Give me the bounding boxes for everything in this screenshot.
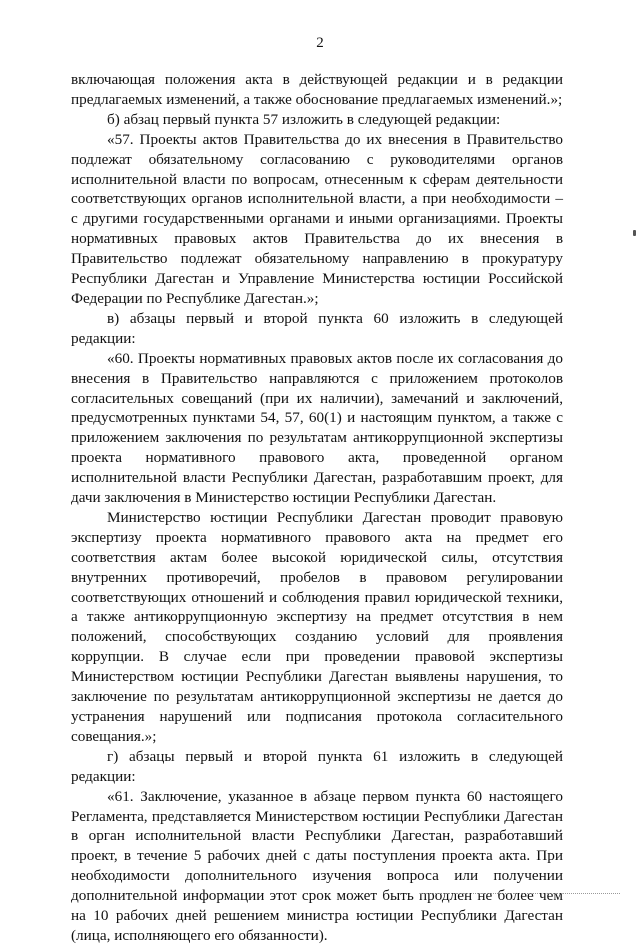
scan-artifact-dots xyxy=(420,893,620,896)
paragraph-continuation: включающая положения акта в действующей редакции и в редакции предлагаемых изменений, а также обоснование предлагаемых изменений.»; xyxy=(71,71,563,108)
paragraph-item-v: в) абзацы первый и второй пункта 60 изложить в следующей редакции: xyxy=(71,309,563,347)
paragraph-minjust-expertise: Министерство юстиции Республики Дагестан проводит правовую экспертизу проекта нормативного правового акта на предмет его соответствия актам более высокой юридической силы, отсутствия внутренних противоречий, пробелов в правовом регулировании соответствующих отношений и соблюдения правил юридической техники, а также антикоррупционную экспертизу на предмет отсутствия в нем положений, способствующих созданию условий для проявления коррупции. В случае если при проведении правовой экспертизы Министерством юстиции Республики Дагестан выявлены нарушения, то заключение по результатам антикоррупционной экспертизы не дается до устранения нарушений или подписания протокола согласительного совещания.»; xyxy=(71,508,563,745)
paragraph-clause-60: «60. Проекты нормативных правовых актов после их согласования до внесения в Правительство направляются с приложением протоколов согласительных совещаний (при их наличии), замечаний и заключений, предусмотренных пунктами 54, 57, 60(1) и настоящим пунктом, а также с приложением заключения по результатам антикоррупционной экспертизы проекта нормативного правового акта, проведенной органом исполнительной власти Республики Дагестан, разработавшим проект, для дачи заключения в Министерство юстиции Республики Дагестан. xyxy=(71,349,563,507)
page-number: 2 xyxy=(316,35,324,51)
paragraph-clause-57: «57. Проекты актов Правительства до их внесения в Правительство подлежат обязательному согласованию с руководителями органов исполнительной власти по вопросам, отнесенным к сферам деятельности соответствующих органов исполнительной власти, а при необходимости – с другими государственными органами и иными организациями. Проекты нормативных правовых актов Правительства до их внесения в Правительство подлежат обязательному направлению в прокуратуру Республики Дагестан и Управление Министерства юстиции Российской Федерации по Республике Дагестан.»; xyxy=(71,130,563,307)
document-body xyxy=(71,70,563,946)
scan-artifact-mark xyxy=(633,230,636,236)
paragraph-clause-61: «61. Заключение, указанное в абзаце первом пункта 60 настоящего Регламента, представляется Министерством юстиции Республики Дагестан в орган исполнительной власти Республики Дагестан, разработавший проект, в течение 5 рабочих дней с даты поступления проекта акта. При необходимости дополнительного изучения вопроса или получении дополнительной информации этот срок может быть продлен не более чем на 10 рабочих дней решением министра юстиции Республики Дагестан (лица, исполняющего его обязанности). xyxy=(71,787,563,944)
paragraph-item-b: б) абзац первый пункта 57 изложить в следующей редакции: xyxy=(107,110,501,128)
paragraph-item-g: г) абзацы первый и второй пункта 61 изложить в следующей редакции: xyxy=(71,747,563,785)
